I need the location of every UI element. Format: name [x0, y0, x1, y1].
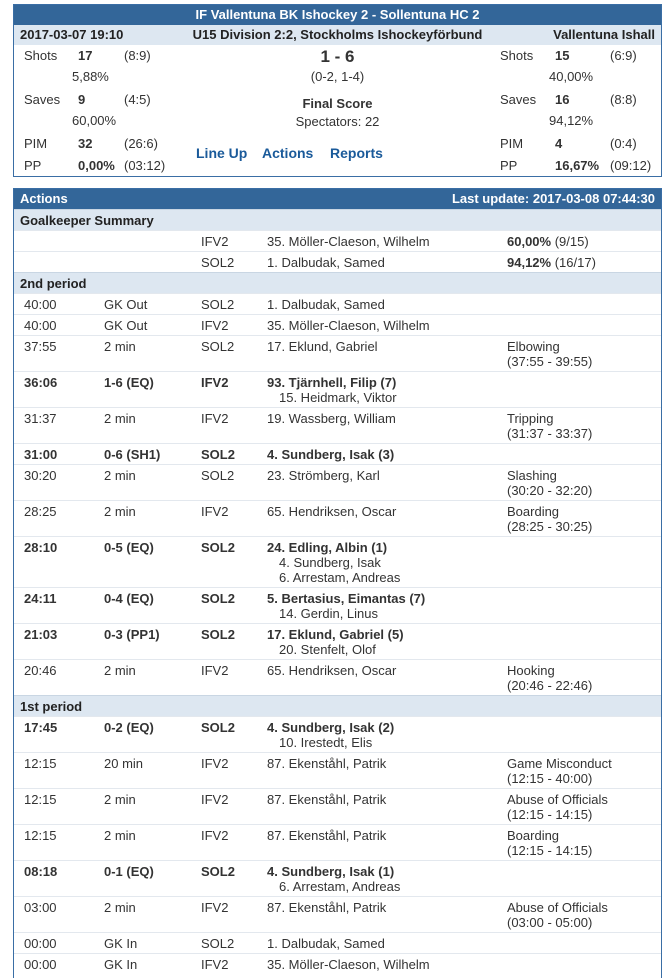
event-player [267, 339, 378, 354]
event-team: SOL2 [201, 468, 235, 483]
event-type: 0-2 (EQ) [104, 720, 154, 735]
event-type: 0-4 (EQ) [104, 591, 154, 606]
event-player-name: 24. Edling, Albin (1) [267, 540, 388, 555]
event-team: SOL2 [201, 591, 235, 606]
event-type: GK Out [104, 318, 148, 333]
penalty-time: (12:15 - 14:15) [507, 807, 593, 822]
event-time: 31:00 [24, 447, 58, 462]
event-row [14, 953, 661, 974]
goal-event-row [14, 443, 661, 464]
event-time: 03:00 [24, 900, 57, 915]
game-summary-panel [13, 4, 662, 177]
away-pim-label: PIM [500, 136, 524, 151]
event-type: 2 min [104, 900, 136, 915]
event-team: SOL2 [201, 447, 235, 462]
event-player-name: 1. Dalbudak, Samed [267, 936, 385, 951]
event-row [14, 659, 661, 695]
event-player-name: 87. Ekenståhl, Patrik [267, 792, 387, 807]
event-player-name: 35. Möller-Claeson, Wilhelm [267, 957, 430, 972]
away-shots-pct: 40,00% [549, 69, 594, 84]
event-team: SOL2 [201, 297, 235, 312]
reports-link[interactable]: Reports [330, 145, 383, 161]
event-type: 0-3 (PP1) [104, 627, 160, 642]
event-player [267, 828, 386, 843]
spectators: Spectators: 22 [295, 114, 380, 129]
event-player-name: 5. Bertasius, Eimantas (7) [267, 591, 426, 606]
gk-name: 35. Möller-Claeson, Wilhelm [267, 234, 430, 249]
event-team: SOL2 [201, 627, 235, 642]
penalty-reason: Game Misconduct [507, 756, 612, 771]
event-type: 1-6 (EQ) [104, 375, 154, 390]
penalty-time: (12:15 - 14:15) [507, 843, 593, 858]
penalty-info [507, 828, 592, 858]
period-scores: (0-2, 1-4) [310, 69, 365, 84]
gk-team: IFV2 [201, 234, 229, 249]
event-player-name: 35. Möller-Claeson, Wilhelm [267, 318, 430, 333]
event-assist: 14. Gerdin, Linus [279, 606, 379, 621]
event-player [267, 447, 394, 462]
event-row [14, 293, 661, 314]
event-player-name: 17. Eklund, Gabriel [267, 339, 378, 354]
event-team: IFV2 [201, 792, 229, 807]
event-player [267, 411, 396, 426]
event-time: 40:00 [24, 297, 57, 312]
event-team: SOL2 [201, 864, 235, 879]
event-player [267, 936, 385, 951]
event-assist: 4. Sundberg, Isak [279, 555, 381, 570]
home-shots-label: Shots [24, 48, 58, 63]
event-player-name: 93. Tjärnhell, Filip (7) [267, 375, 397, 390]
away-saves-label: Saves [500, 92, 537, 107]
event-time: 00:00 [24, 936, 57, 951]
penalty-info [507, 756, 612, 786]
period-1-events [14, 716, 661, 974]
away-shots-label: Shots [500, 48, 534, 63]
penalty-info [507, 468, 592, 498]
home-pp-split: (03:12) [124, 158, 166, 173]
event-type: 0-5 (EQ) [104, 540, 154, 555]
goal-event-row [14, 371, 661, 407]
event-player [267, 591, 425, 621]
event-type: GK Out [104, 297, 148, 312]
away-pim-split: (0:4) [610, 136, 637, 151]
away-pp-split: (09:12) [610, 158, 652, 173]
event-team: IFV2 [201, 900, 229, 915]
event-time: 28:10 [24, 540, 58, 555]
event-type: 2 min [104, 663, 136, 678]
event-time: 17:45 [24, 720, 58, 735]
event-type: 20 min [104, 756, 144, 771]
event-time: 40:00 [24, 318, 57, 333]
event-time: 24:11 [24, 591, 57, 606]
event-time: 08:18 [24, 864, 58, 879]
home-shots: 17 [78, 48, 93, 63]
event-player-name: 4. Sundberg, Isak (2) [267, 720, 395, 735]
actions-link[interactable]: Actions [262, 145, 314, 161]
event-player [267, 864, 400, 894]
event-time: 12:15 [24, 756, 57, 771]
goal-event-row [14, 536, 661, 587]
penalty-info [507, 900, 608, 930]
gk-team: SOL2 [201, 255, 235, 270]
event-row [14, 464, 661, 500]
event-type: 0-6 (SH1) [104, 447, 161, 462]
penalty-time: (03:00 - 05:00) [507, 915, 593, 930]
penalty-time: (37:55 - 39:55) [507, 354, 593, 369]
gk-save-pct-value: 60,00% [507, 234, 552, 249]
stats-area [14, 45, 661, 195]
event-assist: 15. Heidmark, Viktor [279, 390, 397, 405]
penalty-reason: Elbowing [507, 339, 560, 354]
penalty-reason: Abuse of Officials [507, 900, 608, 915]
event-row [14, 407, 661, 443]
goalkeeper-row [14, 230, 661, 251]
event-player [267, 540, 400, 585]
event-type: 2 min [104, 828, 136, 843]
event-team: IFV2 [201, 375, 229, 390]
event-player [267, 504, 396, 519]
event-team: SOL2 [201, 720, 235, 735]
event-row [14, 752, 661, 788]
event-row [14, 896, 661, 932]
penalty-time: (30:20 - 32:20) [507, 483, 593, 498]
event-assist: 6. Arrestam, Andreas [279, 879, 401, 894]
lineup-link[interactable]: Line Up [196, 145, 248, 161]
home-shots-pct: 5,88% [72, 69, 109, 84]
away-shots-split: (6:9) [610, 48, 637, 63]
penalty-info [507, 411, 592, 441]
penalty-info [507, 663, 592, 693]
event-assist: 10. Irestedt, Elis [279, 735, 373, 750]
event-player [267, 318, 430, 333]
event-time: 30:20 [24, 468, 57, 483]
home-pp-label: PP [24, 158, 42, 173]
away-pp-label: PP [500, 158, 518, 173]
event-type: GK In [104, 936, 138, 951]
event-player-name: 23. Strömberg, Karl [267, 468, 380, 483]
event-team: SOL2 [201, 936, 235, 951]
event-time: 21:03 [24, 627, 58, 642]
venue-name: Vallentuna Ishall [553, 27, 655, 42]
event-player [267, 756, 386, 771]
event-row [14, 788, 661, 824]
home-pim-split: (26:6) [124, 136, 158, 151]
event-player-name: 4. Sundberg, Isak (1) [267, 864, 395, 879]
period-2-events [14, 293, 661, 695]
event-player-name: 19. Wassberg, William [267, 411, 396, 426]
goalkeeper-summary [14, 230, 661, 272]
home-pp: 0,00% [78, 158, 115, 173]
event-player [267, 792, 386, 807]
event-assist: 20. Stenfelt, Olof [279, 642, 376, 657]
event-team: IFV2 [201, 411, 229, 426]
home-shots-split: (8:9) [124, 48, 151, 63]
event-player [267, 297, 385, 312]
event-team: SOL2 [201, 540, 235, 555]
game-datetime: 2017-03-07 19:10 [20, 27, 124, 42]
event-player-name: 65. Hendriksen, Oscar [267, 504, 397, 519]
home-saves-label: Saves [24, 92, 61, 107]
penalty-info [507, 792, 608, 822]
goalkeeper-row [14, 251, 661, 272]
event-player-name: 87. Ekenståhl, Patrik [267, 828, 387, 843]
event-player [267, 900, 386, 915]
event-team: SOL2 [201, 339, 235, 354]
goal-event-row [14, 623, 661, 659]
penalty-time: (20:46 - 22:46) [507, 678, 593, 693]
penalty-info [507, 504, 592, 534]
event-team: IFV2 [201, 756, 229, 771]
period-2-header: 2nd period [14, 272, 661, 293]
gk-save-pct [507, 234, 589, 249]
penalty-info [507, 339, 592, 369]
away-pp: 16,67% [555, 158, 600, 173]
final-score: 1 - 6 [320, 47, 355, 66]
penalty-time: (12:15 - 40:00) [507, 771, 593, 786]
league-name: U15 Division 2:2, Stockholms Ishockeyförbund [192, 27, 483, 42]
event-player-name: 87. Ekenståhl, Patrik [267, 900, 387, 915]
gk-save-pct [507, 255, 596, 270]
event-player-name: 1. Dalbudak, Samed [267, 297, 385, 312]
event-player [267, 957, 430, 972]
event-time: 12:15 [24, 828, 57, 843]
event-player-name: 65. Hendriksen, Oscar [267, 663, 397, 678]
event-team: IFV2 [201, 957, 229, 972]
event-team: IFV2 [201, 663, 229, 678]
event-team: IFV2 [201, 318, 229, 333]
event-type: 0-1 (EQ) [104, 864, 154, 879]
game-info-bar [14, 25, 661, 45]
event-time: 36:06 [24, 375, 58, 390]
penalty-reason: Abuse of Officials [507, 792, 608, 807]
event-type: GK In [104, 957, 138, 972]
goal-event-row [14, 860, 661, 896]
away-saves-pct: 94,12% [549, 113, 594, 128]
game-title: IF Vallentuna BK Ishockey 2 - Sollentuna HC 2 [14, 5, 661, 25]
goal-event-row [14, 716, 661, 752]
event-row [14, 932, 661, 953]
actions-title: Actions [20, 191, 68, 206]
event-team: IFV2 [201, 828, 229, 843]
event-player [267, 468, 380, 483]
game-status: Final Score [302, 96, 373, 111]
event-assist: 6. Arrestam, Andreas [279, 570, 401, 585]
event-row [14, 500, 661, 536]
gk-save-detail: (9/15) [551, 234, 589, 249]
last-update: Last update: 2017-03-08 07:44:30 [451, 191, 655, 206]
event-player-name: 17. Eklund, Gabriel (5) [267, 627, 404, 642]
event-type: 2 min [104, 411, 136, 426]
event-player-name: 87. Ekenståhl, Patrik [267, 756, 387, 771]
event-player [267, 720, 394, 750]
penalty-reason: Hooking [507, 663, 555, 678]
away-shots: 15 [555, 48, 570, 63]
event-time: 31:37 [24, 411, 57, 426]
event-player [267, 663, 396, 678]
home-saves-split: (4:5) [124, 92, 151, 107]
gk-name: 1. Dalbudak, Samed [267, 255, 385, 270]
home-pim: 32 [78, 136, 93, 151]
event-team: IFV2 [201, 504, 229, 519]
event-type: 2 min [104, 792, 136, 807]
actions-panel [13, 188, 662, 978]
event-time: 00:00 [24, 957, 57, 972]
home-pim-label: PIM [24, 136, 48, 151]
gk-save-pct-value: 94,12% [507, 255, 552, 270]
home-saves: 9 [78, 92, 86, 107]
penalty-reason: Tripping [507, 411, 554, 426]
event-player [267, 627, 404, 657]
period-1-header: 1st period [14, 695, 661, 716]
goal-event-row [14, 587, 661, 623]
event-player-name: 4. Sundberg, Isak (3) [267, 447, 395, 462]
event-type: 2 min [104, 339, 136, 354]
goalkeeper-summary-header: Goalkeeper Summary [14, 209, 661, 230]
penalty-time: (31:37 - 33:37) [507, 426, 593, 441]
event-row [14, 824, 661, 860]
home-saves-pct: 60,00% [72, 113, 117, 128]
gk-save-detail: (16/17) [551, 255, 596, 270]
event-time: 20:46 [24, 663, 57, 678]
event-type: 2 min [104, 468, 136, 483]
penalty-reason: Boarding [507, 828, 560, 843]
away-saves: 16 [555, 92, 570, 107]
event-row [14, 335, 661, 371]
event-time: 12:15 [24, 792, 57, 807]
event-type: 2 min [104, 504, 136, 519]
away-pim: 4 [555, 136, 563, 151]
event-time: 37:55 [24, 339, 57, 354]
actions-header [14, 189, 661, 209]
penalty-reason: Slashing [507, 468, 557, 483]
penalty-reason: Boarding [507, 504, 560, 519]
event-player [267, 375, 397, 405]
penalty-time: (28:25 - 30:25) [507, 519, 593, 534]
event-time: 28:25 [24, 504, 57, 519]
event-row [14, 314, 661, 335]
away-saves-split: (8:8) [610, 92, 637, 107]
